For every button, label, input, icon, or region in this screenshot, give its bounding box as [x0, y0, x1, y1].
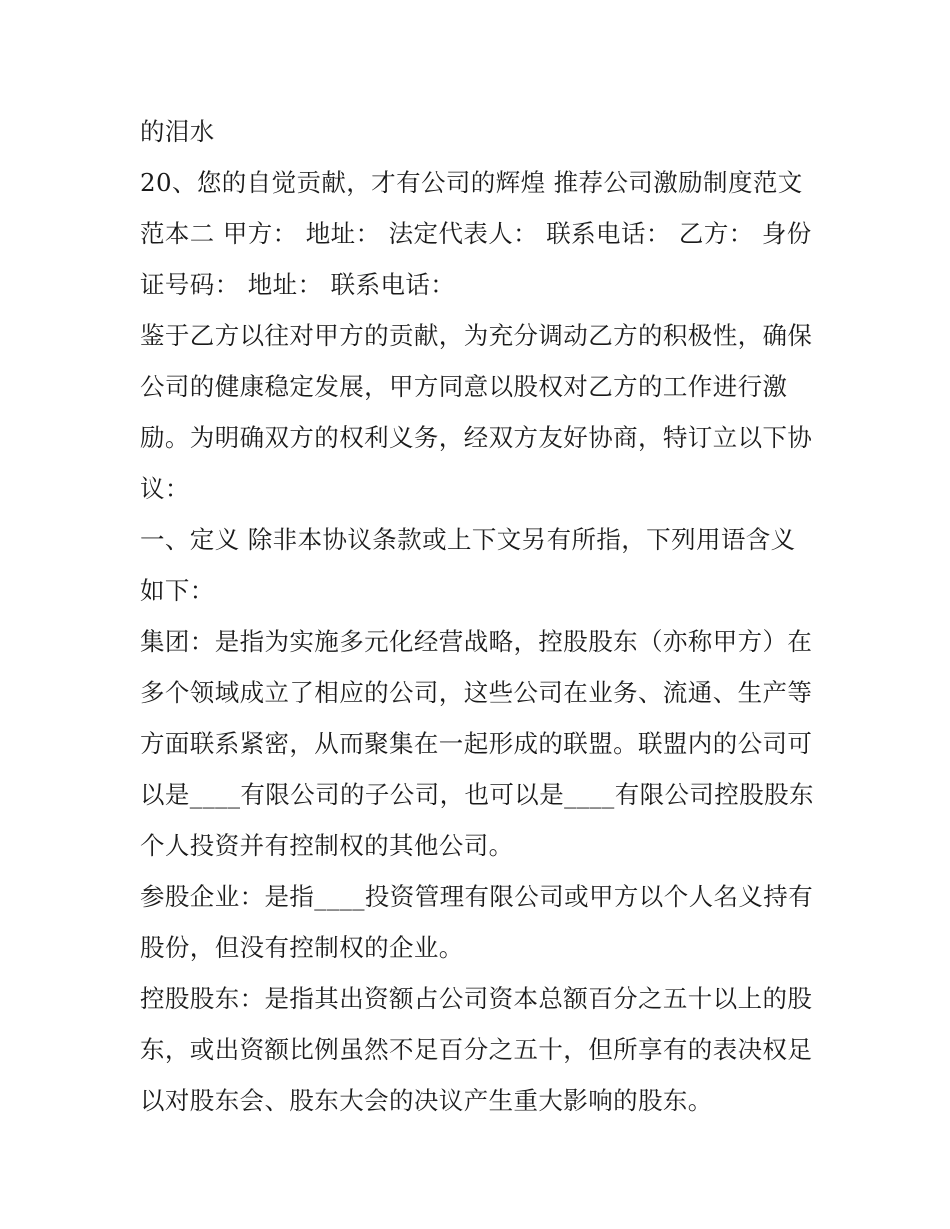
- text-line: 方面联系紧密，从而聚集在一起形成的联盟。联盟内的公司可: [140, 729, 813, 758]
- text-line: 一、定义 除非本协议条款或上下文另有所指，下列用语含义: [140, 525, 796, 554]
- text-line: 鉴于乙方以往对甲方的贡献，为充分调动乙方的积极性，确保: [140, 321, 813, 350]
- text-line: 范本二 甲方： 地址： 法定代表人： 联系电话： 乙方： 身份: [140, 219, 812, 248]
- text-line: 议：: [140, 474, 190, 503]
- text-line: 证号码： 地址： 联系电话：: [140, 270, 456, 299]
- document-body: [140, 106, 820, 1126]
- text-line: 的泪水: [140, 117, 215, 146]
- text-line: 以对股东会、股东大会的决议产生重大影响的股东。: [140, 1086, 713, 1115]
- text-line: 如下：: [140, 576, 215, 605]
- text-line: 个人投资并有控制权的其他公司。: [140, 831, 514, 860]
- text-line: 公司的健康稳定发展，甲方同意以股权对乙方的工作进行激: [140, 372, 788, 401]
- text-line: 以是____有限公司的子公司，也可以是____有限公司控股股东: [140, 780, 814, 809]
- text-line: 20、您的自觉贡献，才有公司的辉煌 推荐公司激励制度范文: [140, 168, 803, 197]
- text-line: 多个领域成立了相应的公司，这些公司在业务、流通、生产等: [140, 678, 813, 707]
- text-line: 参股企业：是指____投资管理有限公司或甲方以个人名义持有: [140, 882, 814, 911]
- text-line: 控股股东：是指其出资额占公司资本总额百分之五十以上的股: [140, 984, 813, 1013]
- text-line: 励。为明确双方的权利义务，经双方友好协商，特订立以下协: [140, 423, 813, 452]
- text-line: 东，或出资额比例虽然不足百分之五十，但所享有的表决权足: [140, 1035, 813, 1064]
- text-line: 股份，但没有控制权的企业。: [140, 933, 464, 962]
- text-line: 集团：是指为实施多元化经营战略，控股股东（亦称甲方）在: [140, 627, 813, 656]
